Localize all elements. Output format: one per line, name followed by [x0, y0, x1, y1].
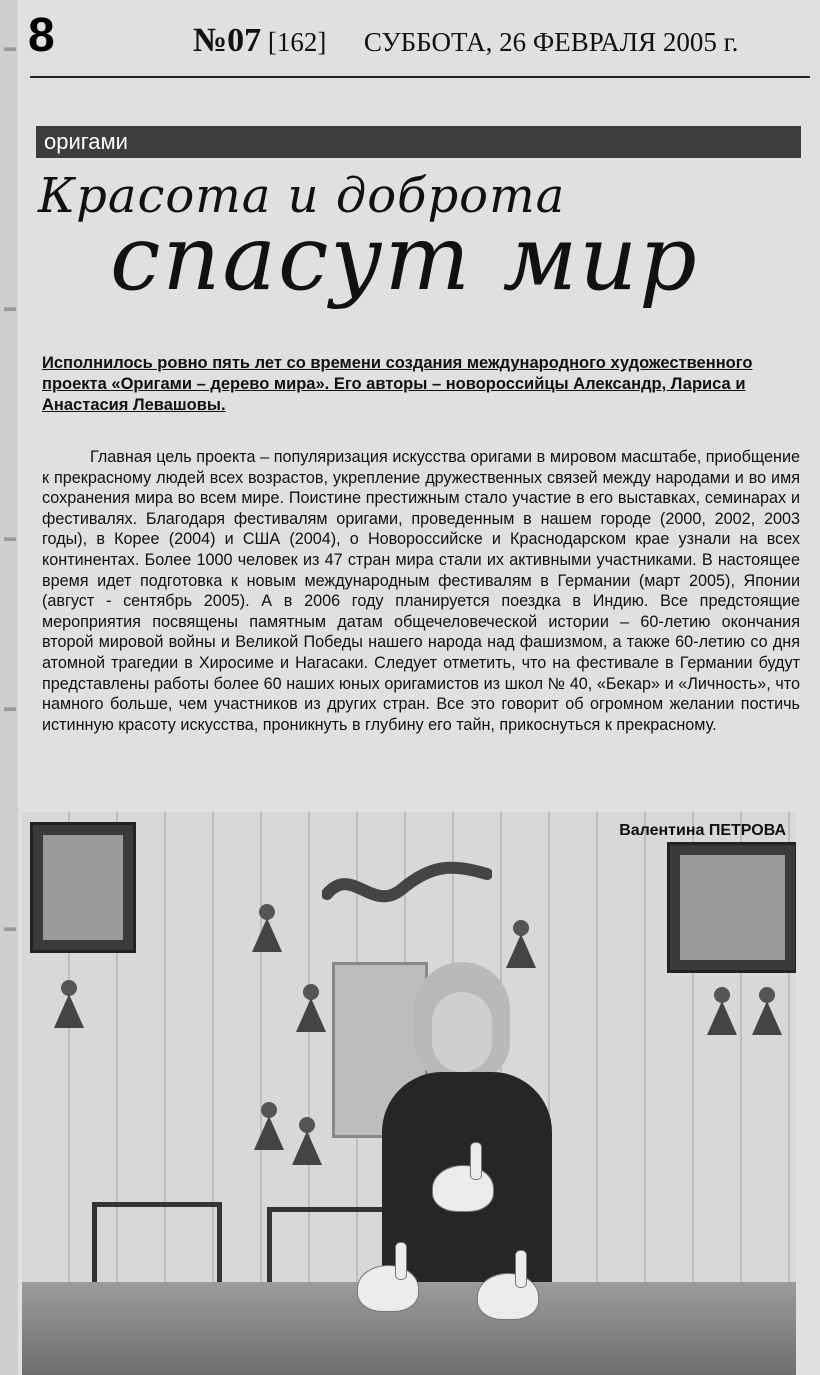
headline-line-1: Красота и доброта — [38, 168, 566, 224]
origami-doll — [705, 987, 739, 1035]
wall-picture-left — [30, 822, 136, 953]
wall-picture-right — [667, 842, 796, 973]
origami-doll — [252, 1102, 286, 1150]
newspaper-page — [18, 0, 820, 1375]
rubric-label: оригами — [44, 129, 128, 154]
article-body: Главная цель проекта – популяризация искусства оригами в мировом масштабе, приобщение к прекрасному людей всех возрастов, укрепление дружественных связей между народами и во имя сохранения мира во всем мире. Поистине престижным стало участие в его выставках, семинарах и фестивалях. Благодаря фестивалям оригами, проведенным в нашем городе (2000, 2002, 2003 годы), в Корее (2004) и США (2004), о Новороссийске и Краснодарском крае узнали на всех континентах. Более 1000 человек из 47 стран мира стали их активными участниками. В настоящее время идет подготовка к новым международным фестивалям в Германии (март 2005), Японии (август - сентябрь 2005). А в 2006 году планируется поездка в Индию. Все предстоящие мероприятия посвящены памятным датам общечеловеческой истории – 60-летию окончания второй мировой войны и Великой Победы нашего народа над фашизмом, а также 60-летию со дня атомной трагедии в Хиросиме и Нагасаки. Следует отметить, что на фестивале в Германии будут представлены работы более 60 наших юных оригамистов из школ № 40, «Бекар» и «Личность», что намного больше, чем участников из других стран. Все это говорит об огромном желании постичь истинную красоту искусства, проникнуть в глубину его тайн, прикоснуться к прекрасному. — [42, 448, 800, 734]
masthead — [193, 22, 808, 60]
issue-number: №07 — [193, 22, 262, 59]
author-byline: Валентина ПЕТРОВА — [619, 822, 786, 839]
origami-doll — [294, 984, 328, 1032]
issue-date: СУББОТА, 26 ФЕВРАЛЯ 2005 г. — [363, 27, 739, 57]
origami-doll — [290, 1117, 324, 1165]
total-issue-number: [162] — [267, 27, 327, 57]
adjacent-page-bleed: ▬ ▬ ▬ ▬ ▬ — [0, 0, 34, 1375]
origami-doll — [250, 904, 284, 952]
origami-doll — [750, 987, 784, 1035]
page-number: 8 — [28, 9, 55, 62]
header-rule — [30, 76, 810, 78]
origami-doll — [504, 920, 538, 968]
origami-doll — [52, 980, 86, 1028]
origami-swan — [477, 1250, 537, 1320]
origami-swan — [357, 1242, 417, 1312]
origami-swan — [432, 1142, 492, 1212]
rubric-bar — [36, 126, 801, 158]
article-lead: Исполнилось ровно пять лет со времени создания международного художественного проекта «Оригами – дерево мира». Его авторы – новороссийцы Александр, Лариса и Анастасия Левашовы. — [42, 354, 753, 414]
headline-line-2: спасут мир — [110, 206, 699, 311]
article-photo — [22, 812, 796, 1375]
origami-dragon — [322, 854, 492, 924]
